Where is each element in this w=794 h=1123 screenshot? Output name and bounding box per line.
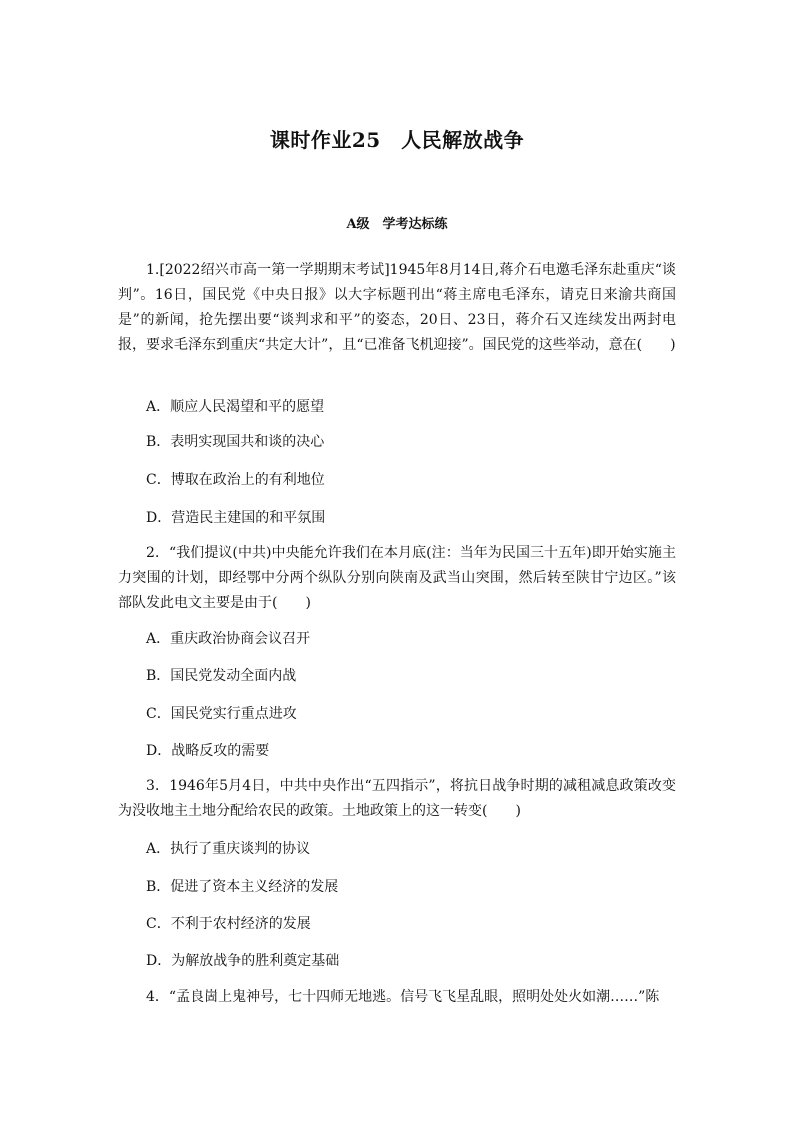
question-3-option-c: C．不利于农村经济的发展	[146, 916, 311, 932]
question-1-option-a: A．顺应人民渴望和平的愿望	[146, 399, 325, 415]
section-heading: A级 学考达标练	[346, 217, 448, 232]
question-1-stem: 1.[2022绍兴市高一第一学期期末考试]1945年8月14日,蒋介石电邀毛泽东赴重庆“谈判”。16日，国民党《中央日报》以大字标题刊出“蒋主席电毛泽东，请克日来渝共商国是”的新闻，抢先摆出要“谈判求和平”的姿态，20日、23日，蒋介石又连续发出两封电报，要求毛泽东到重庆“共定大计”，且“已准备飞机迎接”。国民党的这些举动，意在( )	[118, 262, 676, 353]
question-3-option-b: B．促进了资本主义经济的发展	[146, 879, 339, 895]
question-4-stem: 4．“孟良崮上鬼神号，七十四师无地逃。信号飞飞星乱眼，照明处处火如潮……”陈	[146, 989, 660, 1005]
question-1-option-d: D．营造民主建国的和平氛围	[146, 510, 326, 526]
question-3-option-d: D．为解放战争的胜利奠定基础	[146, 953, 340, 969]
question-2-option-d: D．战略反攻的需要	[146, 743, 270, 759]
question-3-stem: 3．1946年5月4日，中共中央作出“五四指示”，将抗日战争时期的减租减息政策改变为没收地主土地分配给农民的政策。土地政策上的这一转变( )	[118, 778, 676, 819]
question-3-option-a: A．执行了重庆谈判的协议	[146, 841, 311, 857]
question-2-stem: 2．“我们提议(中共)中央能允许我们在本月底(注：当年为民国三十五年)即开始实施主力突围的计划，即经鄂中分两个纵队分别向陕南及武当山突围，然后转至陕甘宁边区。”该部队发此电文主要是由于( )	[118, 545, 676, 611]
page-title: 课时作业25 人民解放战争	[269, 128, 525, 152]
question-2-option-a: A．重庆政治协商会议召开	[146, 631, 311, 647]
question-1-option-c: C．博取在政治上的有利地位	[146, 472, 325, 488]
question-1-option-b: B．表明实现国共和谈的决心	[146, 434, 325, 450]
question-2-option-c: C．国民党实行重点进攻	[146, 706, 297, 722]
question-2-option-b: B．国民党发动全面内战	[146, 668, 297, 684]
